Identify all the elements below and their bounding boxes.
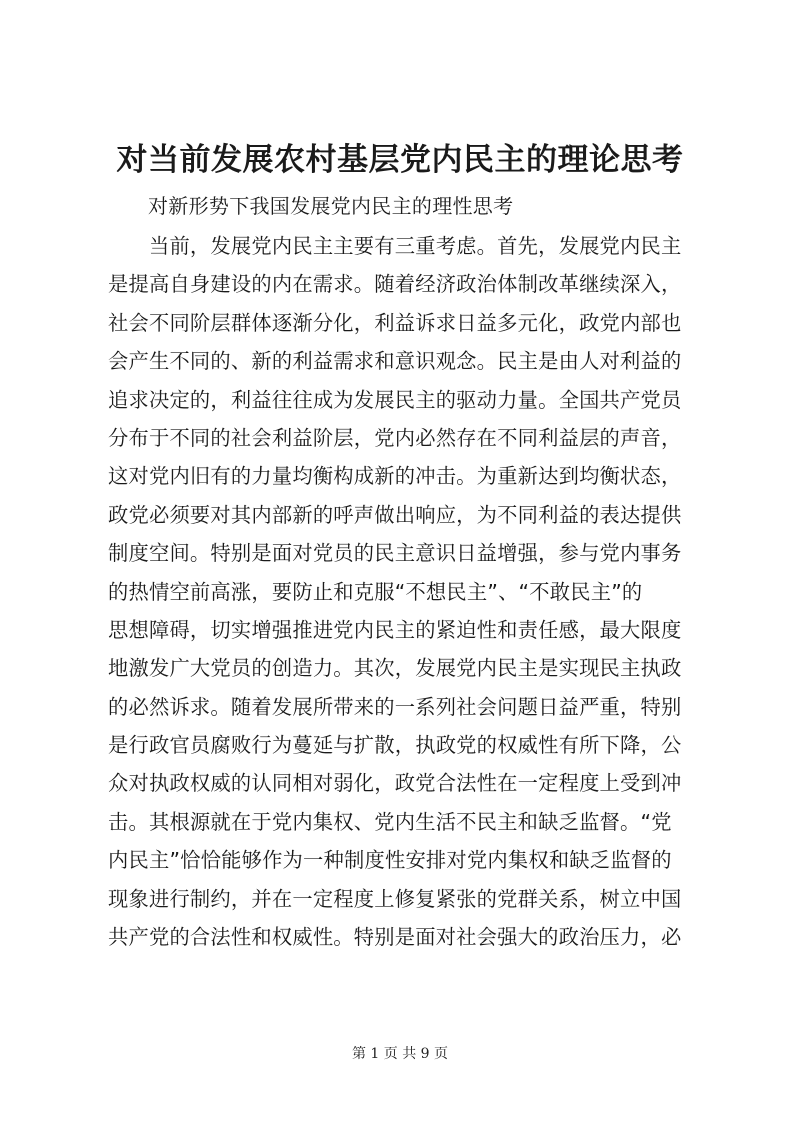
document-title: 对当前发展农村基层党内民主的理论思考 (116, 142, 684, 178)
page-number-footer: 第 1 页 共 9 页 (351, 1046, 449, 1062)
body-line: 追求决定的，利益往往成为发展民主的驱动力量。全国共产党员 (108, 387, 682, 412)
body-line: 现象进行制约，并在一定程度上修复紧张的党群关系，树立中国 (108, 886, 682, 911)
body-line: 政党必须要对其内部新的呼声做出响应，为不同利益的表达提供 (108, 502, 682, 527)
body-line: 的热情空前高涨，要防止和克服“不想民主”、“不敢民主”的 (108, 579, 643, 604)
body-line: 分布于不同的社会利益阶层，党内必然存在不同利益层的声音， (108, 425, 682, 450)
body-line: 内民主”恰恰能够作为一种制度性安排对党内集权和缺乏监督的 (108, 848, 672, 873)
body-paragraph (108, 227, 703, 956)
body-line: 的必然诉求。随着发展所带来的一系列社会问题日益严重，特别 (108, 694, 682, 719)
document-subtitle: 对新形势下我国发展党内民主的理性思考 (148, 194, 514, 218)
body-line: 地激发广大党员的创造力。其次，发展党内民主是实现民主执政 (108, 656, 682, 681)
body-line: 这对党内旧有的力量均衡构成新的冲击。为重新达到均衡状态， (108, 464, 682, 489)
body-line: 击。其根源就在于党内集权、党内生活不民主和缺乏监督。“党 (108, 809, 672, 834)
body-line: 社会不同阶层群体逐渐分化，利益诉求日益多元化，政党内部也 (108, 310, 682, 335)
body-line: 众对执政权威的认同相对弱化，政党合法性在一定程度上受到冲 (108, 771, 682, 796)
body-line: 共产党的合法性和权威性。特别是面对社会强大的政治压力，必 (108, 925, 682, 950)
body-line: 当前，发展党内民主主要有三重考虑。首先，发展党内民主 (108, 234, 682, 258)
body-line: 是提高自身建设的内在需求。随着经济政治体制改革继续深入， (108, 272, 682, 297)
body-line: 会产生不同的、新的利益需求和意识观念。民主是由人对利益的 (108, 349, 682, 374)
body-line: 是行政官员腐败行为蔓延与扩散，执政党的权威性有所下降，公 (108, 733, 682, 758)
body-line: 思想障碍，切实增强推进党内民主的紧迫性和责任感，最大限度 (108, 617, 682, 642)
body-line: 制度空间。特别是面对党员的民主意识日益增强，参与党内事务 (108, 541, 682, 566)
